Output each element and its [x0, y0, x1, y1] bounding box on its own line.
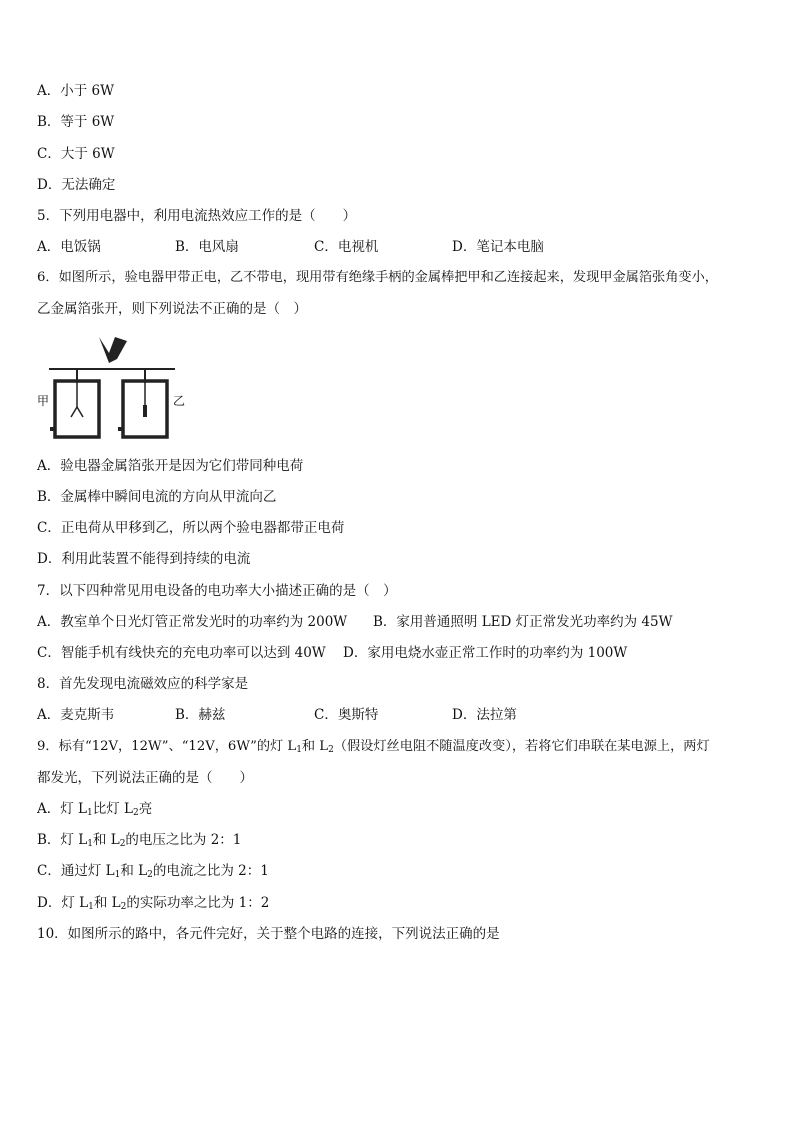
electroscope-diagram: [37, 335, 197, 445]
q8-option-b: B．赫兹: [175, 707, 226, 723]
q8-option-c: C．奥斯特: [314, 707, 379, 723]
q7-option-c: C．智能手机有线快充的充电功率可以达到 40W: [37, 645, 326, 661]
q9-option-a: A．灯 $L_1$比灯 $L_2$亮: [37, 801, 153, 818]
label-jia: 甲: [37, 394, 50, 408]
insulating-handle: [99, 337, 127, 363]
q6-option-a: A．验电器金属箔张开是因为它们带同种电荷: [37, 458, 304, 474]
q6-stem-line2: 乙金属箔张开，则下列说法不正确的是（ ）: [37, 301, 307, 317]
q6-option-b: B．金属棒中瞬间电流的方向从甲流向乙: [37, 489, 277, 505]
q9-stem-line1: 9．标有“12V，12W”、“12V，6W”的灯 $L_1$和 $L_2$（假设灯丝电阻不随温度改变），若将它们串联在某电源上，两灯: [37, 739, 710, 755]
q9-option-c: C．通过灯 $L_1$和 $L_2$的电流之比为 2：1: [37, 863, 269, 880]
q8-option-a: A．麦克斯韦: [37, 707, 115, 723]
q5-option-b: B．电风扇: [175, 239, 239, 255]
q6-stem-line1: 6．如图所示，验电器甲带正电，乙不带电，现用带有绝缘手柄的金属棒把甲和乙连接起来，发现甲金属箔张角变小，: [37, 270, 718, 285]
q6-option-d: D．利用此装置不能得到持续的电流: [37, 551, 251, 567]
q9-stem-line2: 都发光，下列说法正确的是（ ）: [37, 770, 253, 786]
q7-stem: 7．以下四种常见用电设备的电功率大小描述正确的是（ ）: [37, 583, 397, 599]
q7-option-b: B．家用普通照明 LED 灯正常发光功率约为 45W: [373, 614, 673, 630]
label-yi: 乙: [173, 394, 186, 408]
q4-option-b: B．等于 6W: [37, 114, 115, 130]
q10-stem: 10．如图所示的路中，各元件完好，关于整个电路的连接，下列说法正确的是: [37, 926, 500, 942]
q9-option-d: D．灯 $L_1$和 $L_2$的实际功率之比为 1：2: [37, 895, 270, 912]
q4-option-c: C．大于 6W: [37, 146, 115, 162]
q5-stem: 5．下列用电器中，利用电流热效应工作的是（ ）: [37, 208, 357, 224]
q8-stem: 8．首先发现电流磁效应的科学家是: [37, 676, 249, 692]
q8-option-d: D．法拉第: [452, 707, 517, 723]
q5-option-a: A．电饭锅: [37, 239, 101, 255]
q6-option-c: C．正电荷从甲移到乙，所以两个验电器都带正电荷: [37, 520, 345, 536]
q5-option-c: C．电视机: [314, 239, 379, 255]
q4-option-a: A．小于 6W: [37, 83, 115, 99]
electroscope-figure: [37, 335, 197, 449]
q4-option-d: D．无法确定: [37, 177, 116, 193]
q5-option-d: D．笔记本电脑: [452, 239, 544, 255]
q7-option-d: D．家用电烧水壶正常工作时的功率约为 100W: [343, 645, 628, 661]
q9-option-b: B．灯 $L_1$和 $L_2$的电压之比为 2：1: [37, 832, 242, 849]
q7-option-a: A．教室单个日光灯管正常发光时的功率约为 200W: [37, 614, 348, 630]
